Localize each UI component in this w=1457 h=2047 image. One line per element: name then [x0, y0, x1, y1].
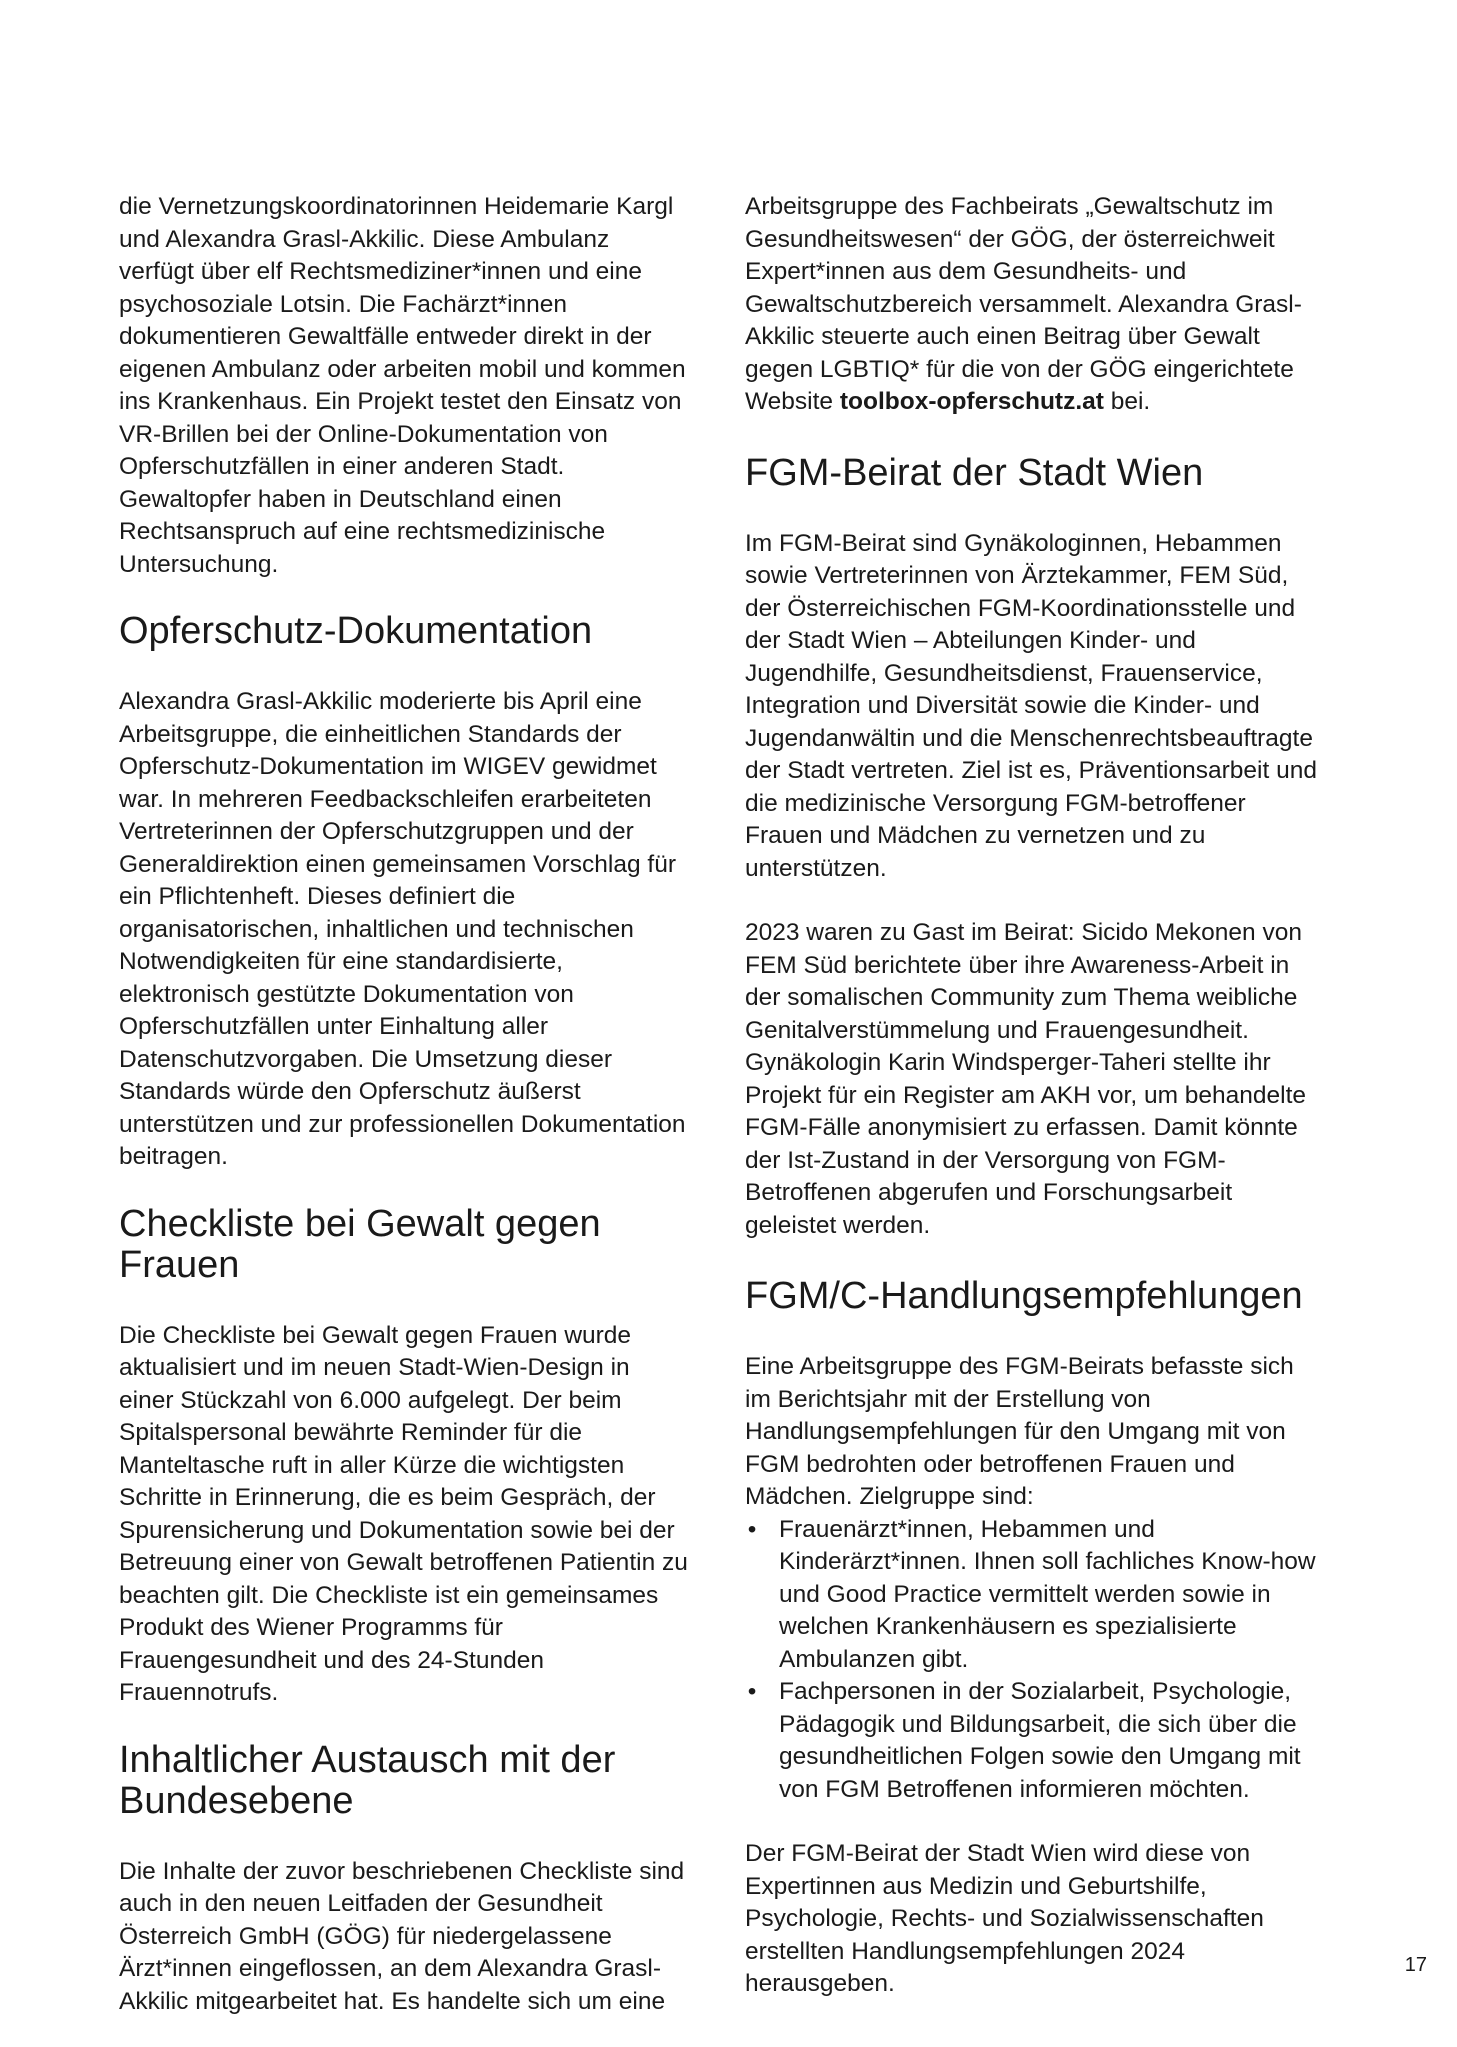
- left-column: [119, 191, 689, 2018]
- paragraph: Alexandra Grasl-Akkilic moderierte bis April eine Arbeitsgruppe, die einheitlichen Standards der Opferschutz-Dokumentation im WIGEV gewidmet war. In mehreren Feedbackschleifen erarbeiteten Vertreterinnen der Opferschutzgruppen und der Generaldirektion einen gemeinsamen Vorschlag für ein Pflichtenheft. Dieses definiert die organisatorischen, inhaltlichen und technischen Notwendigkeiten für eine standardisierte, elektronisch gestützte Dokumentation von Opferschutzfällen unter Einhaltung aller Datenschutzvorgaben. Die Umsetzung dieser Standards würde den Opferschutz äußerst unterstützen und zur professionellen Dokumentation beitragen.: [119, 688, 686, 1170]
- page-number: 17: [1404, 1954, 1427, 1976]
- paragraph: die Vernetzungskoordinatorinnen Heidemarie Kargl und Alexandra Grasl-Akkilic. Diese Ambulanz verfügt über elf Rechtsmediziner*innen und eine psychosoziale Lotsin. Die Fachärzt*innen dokumentieren Gewaltfälle entweder direkt in der eigenen Ambulanz oder arbeiten mobil und kommen ins Krankenhaus. Ein Projekt testet den Einsatz von VR-Brillen bei der Online-Dokumentation von Opferschutzfällen in einer anderen Stadt. Gewaltopfer haben in Deutschland einen Rechtsanspruch auf eine rechtsmedizinische Untersuchung.: [119, 193, 686, 578]
- paragraph-text: bei.: [1103, 388, 1151, 415]
- bullet-icon: •: [747, 1515, 757, 1543]
- section-heading-bundesebene: Inhaltlicher Austausch mit der Bundesebene: [119, 1738, 616, 1822]
- paragraph: Der FGM-Beirat der Stadt Wien wird diese von Expertinnen aus Medizin und Geburtshilfe, Psychologie, Rechts- und Sozialwissenschaften erstellten Handlungsempfehlungen 2024 herausgeben.: [745, 1840, 1264, 1997]
- target-group-list: [745, 1514, 1325, 1807]
- list-item-text: Frauenärzt*innen, Hebammen und Kinderärzt*innen. Ihnen soll fachliches Know-how und Good Practice vermittelt werden sowie in welchen Krankenhäusern es spezialisierte Ambulanzen gibt.: [779, 1515, 1316, 1673]
- section-heading-checkliste: Checkliste bei Gewalt gegen Frauen: [119, 1202, 601, 1286]
- section-heading-opferschutz-dokumentation: Opferschutz-Dokumentation: [119, 610, 593, 652]
- list-item: [745, 1514, 1325, 1677]
- paragraph: Die Checkliste bei Gewalt gegen Frauen wurde aktualisiert und im neuen Stadt-Wien-Design in einer Stückzahl von 6.000 aufgelegt. Der beim Spitalspersonal bewährte Reminder für die Manteltasche ruft in aller Kürze die wichtigsten Schritte in Erinnerung, die es beim Gespräch, der Spurensicherung und Dokumentation sowie bei der Betreuung einer von Gewalt betroffenen Patientin zu beachten gilt. Die Checkliste ist ein gemeinsames Produkt des Wiener Programms für Frauengesundheit und des 24-Stunden Frauennotrufs.: [119, 1321, 688, 1706]
- website-link[interactable]: toolbox-opferschutz.at: [839, 388, 1104, 415]
- paragraph: Die Inhalte der zuvor beschriebenen Checkliste sind auch in den neuen Leitfaden der Gesundheit Österreich GmbH (GÖG) für niedergelassene Ärzt*innen eingeflossen, an dem Alexandra Grasl-Akkilic mitgearbeitet hat. Es handelte sich um eine: [119, 1857, 685, 2015]
- section-heading-fgm-c-handlungsempfehlungen: FGM/C-Handlungsempfehlungen: [745, 1275, 1303, 1317]
- list-item: [745, 1676, 1325, 1806]
- paragraph: 2023 waren zu Gast im Beirat: Sicido Mekonen von FEM Süd berichtete über ihre Awareness-Arbeit in der somalischen Community zum Thema weibliche Genitalverstümmelung und Frauengesundheit. Gynäkologin Karin Windsperger-Taheri stellte ihr Projekt für ein Register am AKH vor, um behandelte FGM-Fälle anonymisiert zu erfassen. Damit könnte der Ist-Zustand in der Versorgung von FGM-Betroffenen abgerufen und Forschungsarbeit geleistet werden.: [745, 919, 1307, 1239]
- paragraph: Eine Arbeitsgruppe des FGM-Beirats befasste sich im Berichtsjahr mit der Erstellung von Handlungsempfehlungen für den Umgang mit von FGM bedrohten oder betroffenen Frauen und Mädchen. Zielgruppe sind:: [745, 1353, 1294, 1510]
- section-heading-fgm-beirat: FGM-Beirat der Stadt Wien: [745, 451, 1204, 494]
- paragraph: Im FGM-Beirat sind Gynäkologinnen, Hebammen sowie Vertreterinnen von Ärztekammer, FEM Süd, der Österreichischen FGM-Koordinationsstelle und der Stadt Wien – Abteilungen Kinder- und Jugendhilfe, Gesundheitsdienst, Frauenservice, Integration und Diversität sowie die Kinder- und Jugendanwältin und die Menschenrechtsbeauftragte der Stadt vertreten. Ziel ist es, Präventionsarbeit und die medizinische Versorgung FGM-betroffener Frauen und Mädchen zu vernetzen und zu unterstützen.: [745, 529, 1317, 882]
- paragraph: [745, 191, 1325, 419]
- right-column: [745, 191, 1325, 2001]
- list-item-text: Fachpersonen in der Sozialarbeit, Psychologie, Pädagogik und Bildungsarbeit, die sich über die gesundheitlichen Folgen sowie den Umgang mit von FGM Betroffenen informieren möchten.: [779, 1678, 1301, 1803]
- bullet-icon: •: [747, 1678, 757, 1705]
- paragraph-text: Arbeitsgruppe des Fachbeirats „Gewaltschutz im Gesundheitswesen“ der GÖG, der österreichweit Expert*innen aus dem Gesundheits- und Gewaltschutzbereich versammelt. Alexandra Grasl-Akkilic steuerte auch einen Beitrag über Gewalt gegen LGBTIQ* für die von der GÖG eingerichtete Website: [745, 193, 1302, 415]
